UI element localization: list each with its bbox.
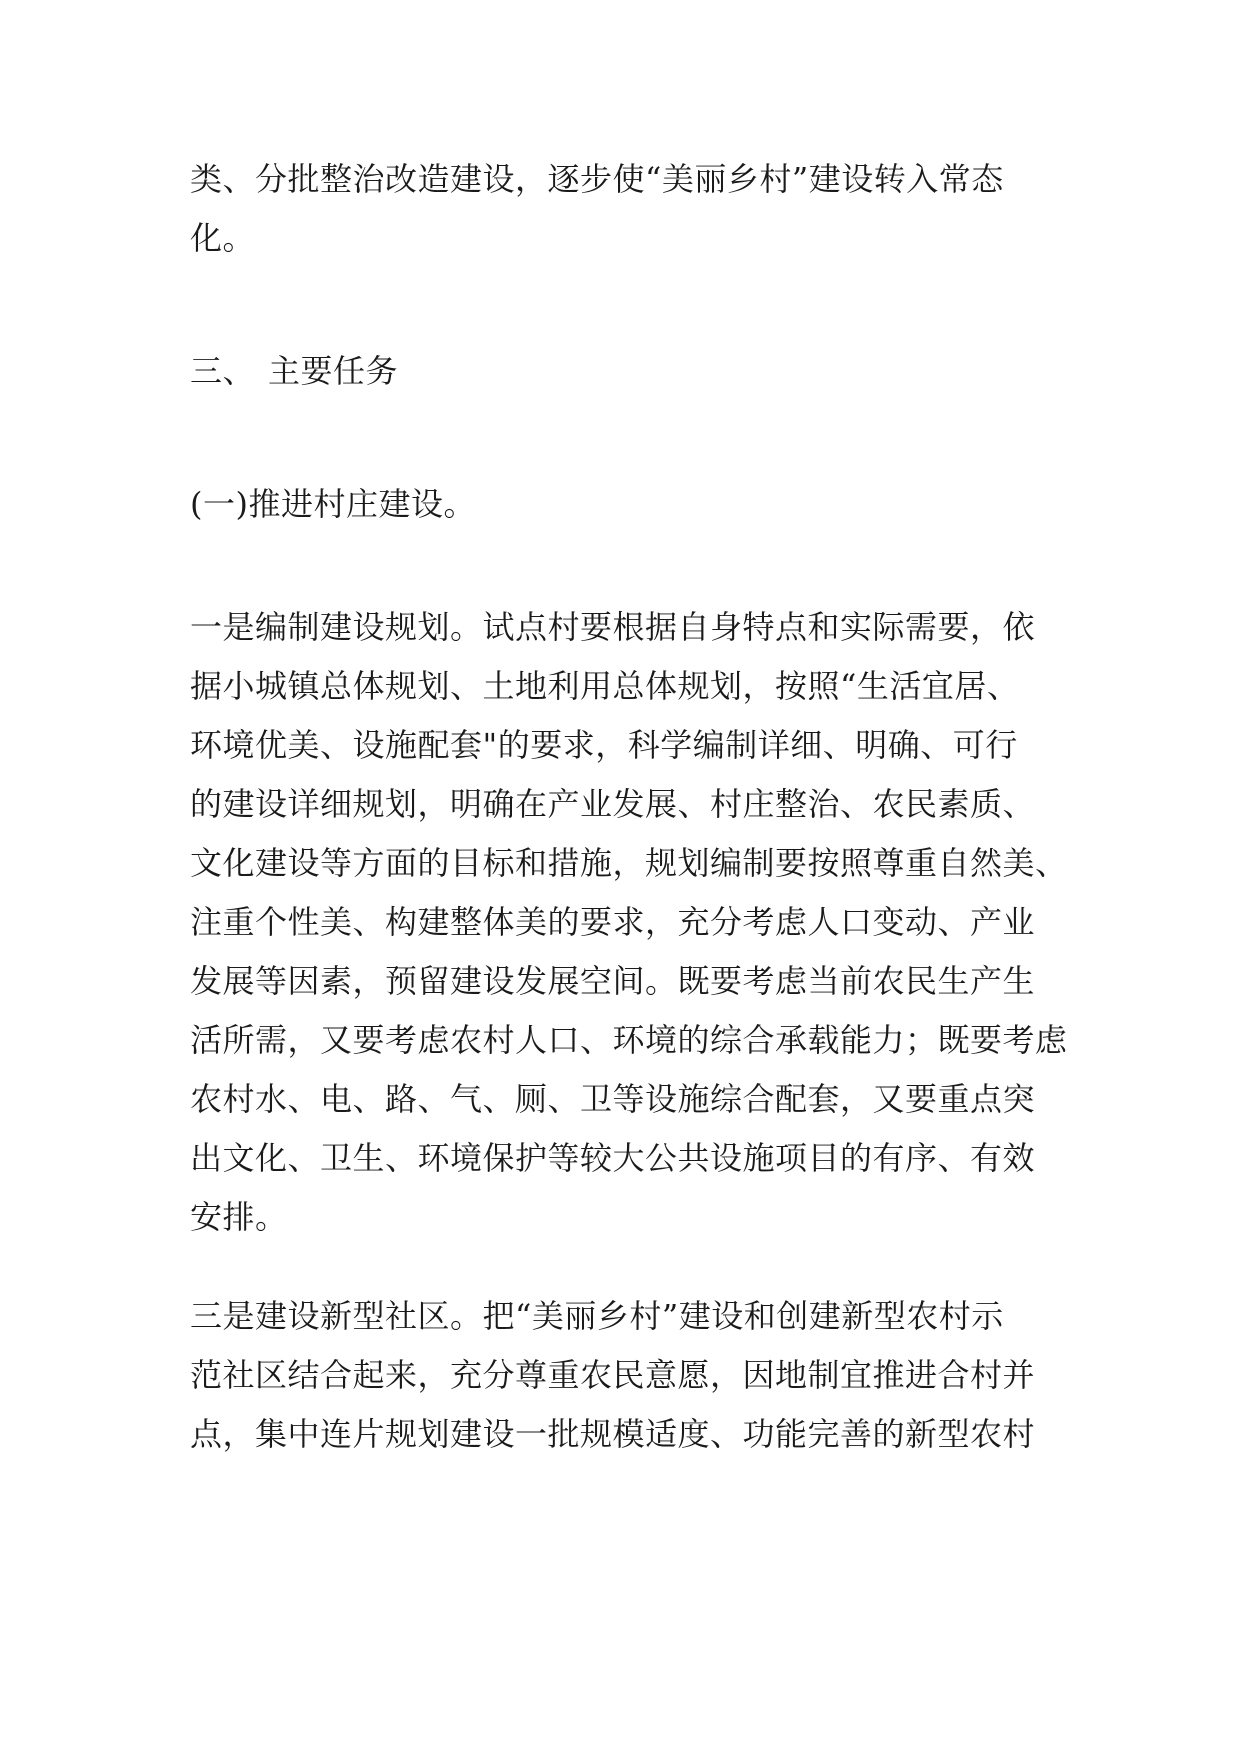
text-line: 安排。 bbox=[190, 1198, 288, 1236]
paragraph-planning bbox=[190, 598, 1070, 1247]
paragraph-continuation bbox=[190, 150, 1070, 268]
paragraph-community bbox=[190, 1287, 1070, 1464]
text-line: 三是建设新型社区。把“美丽乡村”建设和创建新型农村示 bbox=[190, 1297, 1004, 1335]
section-title: 主要任务 bbox=[268, 352, 399, 390]
subsection-title: (一)推进村庄建设。 bbox=[190, 485, 476, 523]
text-line: 据小城镇总体规划、土地利用总体规划，按照“生活宜居、 bbox=[190, 667, 1020, 705]
text-line: 范社区结合起来，充分尊重农民意愿，因地制宜推进合村并 bbox=[190, 1356, 1036, 1394]
text-line: 环境优美、设施配套"的要求，科学编制详细、明确、可行 bbox=[190, 726, 1018, 764]
section-heading-line bbox=[190, 342, 1070, 401]
subsection-heading bbox=[190, 475, 1070, 534]
text-line: 发展等因素，预留建设发展空间。既要考虑当前农民生产生 bbox=[190, 962, 1036, 1000]
text-line: 点，集中连片规划建设一批规模适度、功能完善的新型农村 bbox=[190, 1415, 1036, 1453]
section-heading bbox=[190, 342, 1070, 401]
text-line: 文化建设等方面的目标和措施，规划编制要按照尊重自然美、 bbox=[190, 844, 1068, 882]
text-line: 化。 bbox=[190, 219, 256, 257]
text-line: 的建设详细规划，明确在产业发展、村庄整治、农民素质、 bbox=[190, 785, 1036, 823]
text-line: 活所需，又要考虑农村人口、环境的综合承载能力；既要考虑 bbox=[190, 1021, 1068, 1059]
section-number: 三、 bbox=[190, 352, 256, 390]
text-line: 注重个性美、构建整体美的要求，充分考虑人口变动、产业 bbox=[190, 903, 1036, 941]
text-line: 出文化、卫生、环境保护等较大公共设施项目的有序、有效 bbox=[190, 1139, 1036, 1177]
text-line: 一是编制建设规划。试点村要根据自身特点和实际需要，依 bbox=[190, 608, 1036, 646]
text-line: 类、分批整治改造建设，逐步使“美丽乡村”建设转入常态 bbox=[190, 160, 1004, 198]
text-line: 农村水、电、路、气、厕、卫等设施综合配套，又要重点突 bbox=[190, 1080, 1036, 1118]
